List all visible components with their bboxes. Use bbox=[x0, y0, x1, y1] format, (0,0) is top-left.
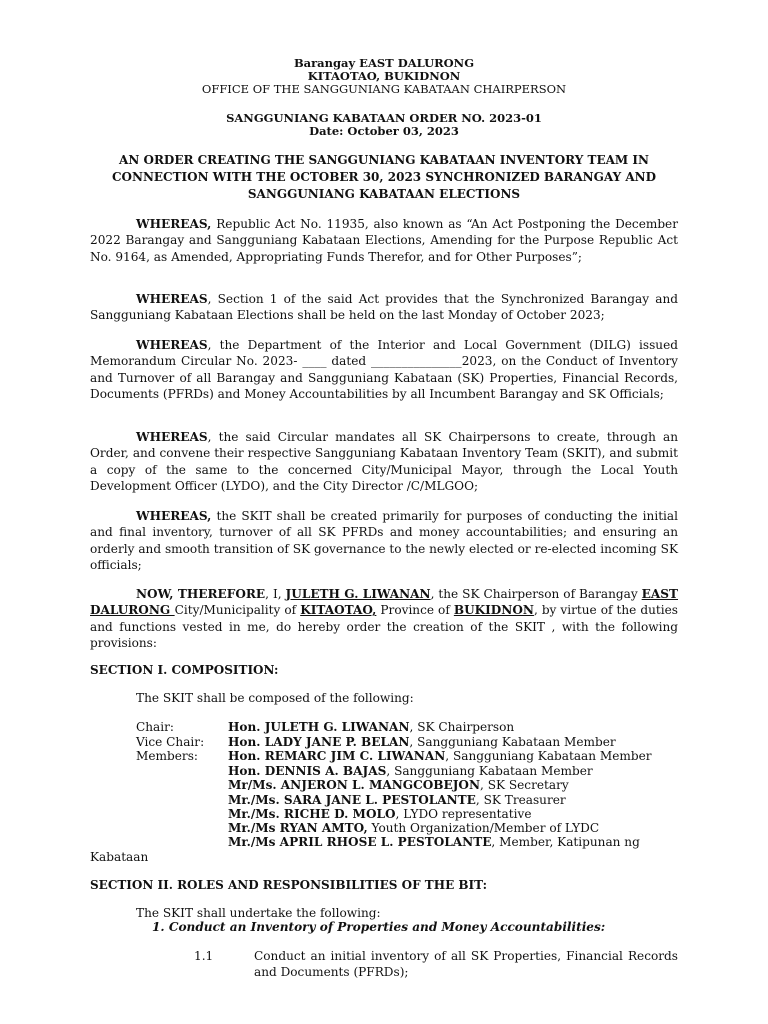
whereas-lead: WHEREAS bbox=[136, 338, 208, 352]
chairperson-name: JULETH G. LIWANAN bbox=[285, 587, 431, 601]
now-therefore-lead: NOW, THEREFORE bbox=[136, 587, 266, 601]
member-line bbox=[228, 749, 652, 763]
barangay-name: Barangay EAST DALURONG bbox=[293, 56, 475, 70]
whereas-paragraph-2 bbox=[90, 291, 678, 324]
member-line bbox=[228, 807, 531, 821]
whereas-text: , the Department of the Interior and Local Government (DILG) issued Memorandum Circular No. 2023- ____ dated _______________2023, on the Conduct of Inventory and Turnover of all Barangay and Sangguniang Kabataan (SK) Properties, Financial Records, Documents (PFRDs) and Money Accountabilities by all Incumbent Barangay and SK Officials; bbox=[90, 338, 678, 402]
member-role: , Sangguniang Kabataan Member bbox=[386, 764, 593, 778]
now-therefore-paragraph bbox=[90, 586, 678, 652]
member-name: Mr./Ms APRIL RHOSE L. PESTOLANTE bbox=[228, 835, 492, 849]
member-line bbox=[228, 821, 599, 835]
section-2-heading: SECTION II. ROLES AND RESPONSIBILITIES OF THE BIT: bbox=[90, 878, 488, 892]
whereas-text: , Section 1 of the said Act provides that the Synchronized Barangay and Sangguniang Kabataan Elections shall be held on the last Monday of October 2023; bbox=[90, 292, 678, 323]
member-role: Youth Organization/Member of LYDC bbox=[367, 821, 600, 835]
member-name: Mr/Ms. ANJERON L. MANGCOBEJON bbox=[228, 778, 481, 792]
member-name: Mr./Ms. RICHE D. MOLO bbox=[228, 807, 396, 821]
member-line bbox=[228, 793, 566, 807]
member-role: , SK Treasurer bbox=[475, 793, 566, 807]
member-line bbox=[228, 764, 593, 778]
whereas-paragraph-4 bbox=[90, 429, 678, 495]
section-1-intro: The SKIT shall be composed of the following: bbox=[136, 691, 414, 705]
role-members: Members: bbox=[136, 749, 198, 763]
text-fragment: Province of bbox=[376, 603, 454, 618]
office-name: OFFICE OF THE SANGGUNIANG KABATAAN CHAIRPERSON bbox=[201, 82, 567, 96]
province-ref: BUKIDNON bbox=[453, 603, 534, 618]
whereas-text: the SKIT shall be created primarily for purposes of conducting the initial and final inventory, turnover of all SK PFRDs and money accountabilities; and ensuring an orderly and smooth transition of SK governance to the newly elected or re-elected incoming SK officials; bbox=[90, 509, 678, 573]
text-fragment: City/Municipality of bbox=[174, 603, 301, 618]
whereas-paragraph-1 bbox=[90, 216, 678, 265]
sub-item-text: Conduct an initial inventory of all SK Properties, Financial Records and Documents (PFRDs); bbox=[254, 949, 678, 979]
member-line bbox=[228, 735, 616, 749]
whereas-paragraph-3 bbox=[90, 337, 678, 403]
sub-item-number: 1.1 bbox=[194, 949, 214, 963]
order-date: Date: October 03, 2023 bbox=[309, 124, 459, 138]
member-name: Hon. REMARC JIM C. LIWANAN bbox=[228, 749, 446, 763]
text-fragment: , the SK Chairperson of Barangay bbox=[430, 587, 642, 601]
member-name: Mr./Ms RYAN AMTO, bbox=[228, 821, 368, 835]
whereas-lead: WHEREAS, bbox=[136, 217, 212, 231]
text-fragment: , by virtue of the duties and functions vested in me, do hereby order the creation of the SKIT , with the following provisions: bbox=[90, 603, 678, 651]
member-name: Hon. JULETH G. LIWANAN bbox=[228, 720, 410, 734]
whereas-paragraph-5 bbox=[90, 508, 678, 574]
member-line bbox=[228, 778, 569, 792]
section-2-intro: The SKIT shall undertake the following: bbox=[136, 906, 381, 920]
member-name: Mr./Ms. SARA JANE L. PESTOLANTE bbox=[228, 793, 476, 807]
whereas-lead: WHEREAS, bbox=[136, 509, 212, 523]
whereas-text: Republic Act No. 11935, also known as “An Act Postponing the December 2022 Barangay and Sangguniang Kabataan Elections, Amending for the Purpose Republic Act No. 9164, as Amended, Appropriating Funds Therefor, and for Other Purposes”; bbox=[90, 217, 678, 264]
barangay-ref: EAST DALURONG bbox=[90, 587, 678, 618]
municipality-name: KITAOTAO, BUKIDNON bbox=[307, 69, 461, 83]
section-2-item-1: 1. Conduct an Inventory of Properties and Money Accountabilities: bbox=[152, 920, 606, 934]
order-title: AN ORDER CREATING THE SANGGUNIANG KABATAAN INVENTORY TEAM IN CONNECTION WITH THE OCTOBER 30, 2023 SYNCHRONIZED BARANGAY AND SANGGUNIANG KABATAAN ELECTIONS bbox=[111, 153, 657, 201]
member-role: , Member, Katipunan ng bbox=[491, 835, 640, 849]
member-role: , LYDO representative bbox=[395, 807, 532, 821]
member-role: , SK Chairperson bbox=[409, 720, 515, 734]
city-ref: KITAOTAO, bbox=[300, 603, 377, 618]
section-1-heading: SECTION I. COMPOSITION: bbox=[90, 663, 279, 677]
whereas-lead: WHEREAS bbox=[136, 430, 208, 444]
member-role: , SK Secretary bbox=[480, 778, 569, 792]
whereas-lead: WHEREAS bbox=[136, 292, 208, 306]
member-name: Hon. LADY JANE P. BELAN bbox=[228, 735, 410, 749]
role-vice-chair: Vice Chair: bbox=[136, 735, 205, 749]
whereas-text: , the said Circular mandates all SK Chairpersons to create, through an Order, and convene their respective Sangguniang Kabataan Inventory Team (SKIT), and submit a copy of the same to the concerned City/Municipal Mayor, through the Local Youth Development Officer (LYDO), and the City Director /C/MLGOO; bbox=[90, 430, 678, 494]
role-chair: Chair: bbox=[136, 720, 174, 734]
text-fragment: , I, bbox=[265, 587, 286, 601]
member-line-wrap: Kabataan bbox=[90, 850, 149, 864]
member-line bbox=[228, 720, 514, 734]
order-number: SANGGUNIANG KABATAAN ORDER NO. 2023-01 bbox=[226, 111, 542, 125]
member-name: Hon. DENNIS A. BAJAS bbox=[228, 764, 387, 778]
member-role: , Sangguniang Kabataan Member bbox=[445, 749, 652, 763]
member-role: , Sangguniang Kabataan Member bbox=[409, 735, 616, 749]
member-line bbox=[228, 835, 640, 849]
